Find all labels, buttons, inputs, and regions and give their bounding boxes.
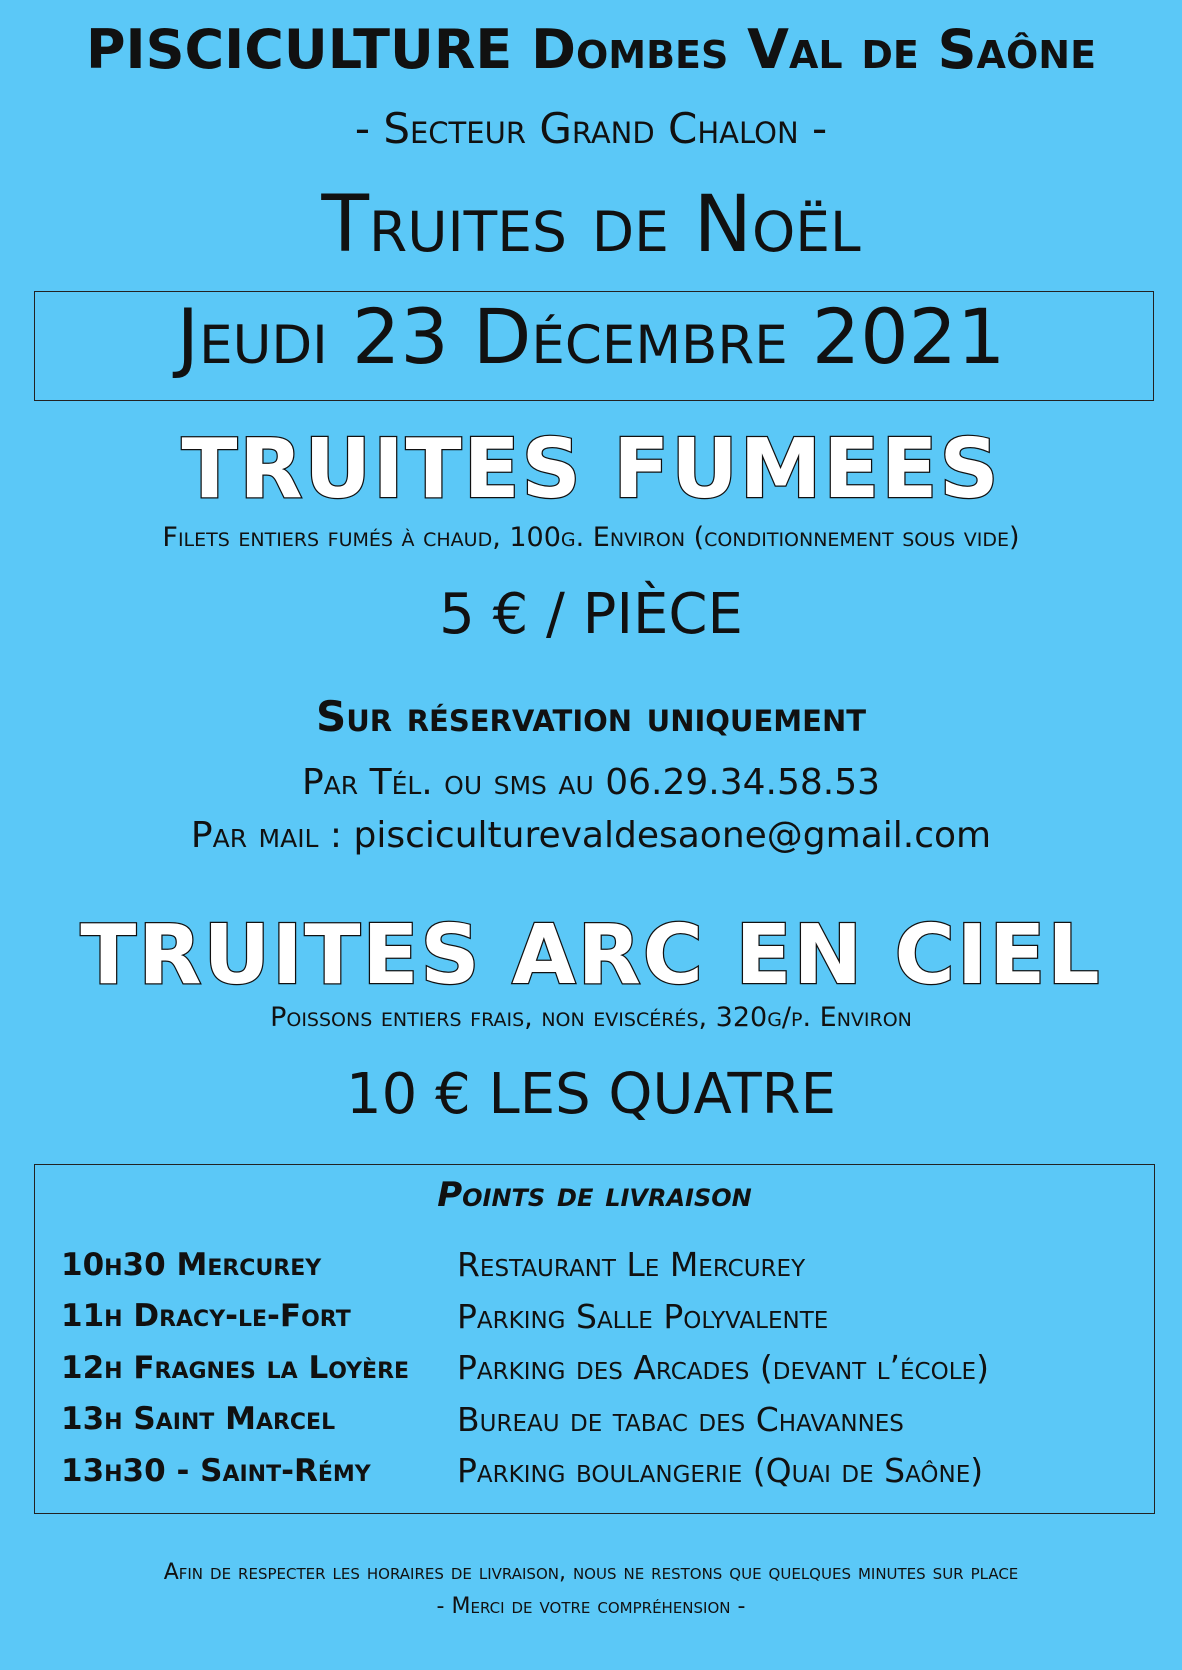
reservation-title: Sur réservation uniquement bbox=[315, 692, 867, 741]
phone-label: Par Tél. ou sms au bbox=[301, 762, 606, 803]
delivery-place: Parking Salle Polyvalente bbox=[457, 1296, 829, 1336]
delivery-place: Restaurant Le Mercurey bbox=[457, 1245, 806, 1285]
phone-number: 06.29.34.58.53 bbox=[605, 762, 881, 803]
footer-thanks: - Merci de votre compréhension - bbox=[436, 1594, 746, 1619]
rainbow-trout-title: TRUITES ARC EN CIEL bbox=[80, 908, 1102, 1003]
rainbow-trout-price: 10 € LES QUATRE bbox=[346, 1062, 836, 1127]
delivery-time: 12h Fragnes la Loyère bbox=[61, 1349, 410, 1386]
mail-label: Par mail : bbox=[190, 815, 354, 856]
smoked-trout-price: 5 € / PIÈCE bbox=[439, 582, 743, 647]
delivery-points-box bbox=[34, 1164, 1155, 1514]
event-title: Truites de Noël bbox=[321, 180, 861, 270]
delivery-place: Bureau de tabac des Chavannes bbox=[457, 1399, 904, 1439]
delivery-time: 13h Saint Marcel bbox=[61, 1401, 336, 1438]
delivery-time: 13h30 - Saint-Rémy bbox=[61, 1452, 371, 1489]
delivery-row bbox=[61, 1445, 1131, 1497]
delivery-place: Parking des Arcades (devant l’école) bbox=[457, 1348, 989, 1388]
poster-title: PISCICULTURE Dombes Val de Saône bbox=[85, 18, 1097, 81]
rainbow-trout-description: Poissons entiers frais, non eviscérés, 320g/p. Environ bbox=[270, 1002, 912, 1033]
delivery-time: 10h30 Mercurey bbox=[61, 1246, 322, 1283]
delivery-time: 11h Dracy-le-Fort bbox=[61, 1298, 351, 1335]
delivery-row bbox=[61, 1291, 1131, 1343]
smoked-trout-title: TRUITES FUMEES bbox=[181, 422, 1001, 517]
delivery-place: Parking boulangerie (Quai de Saône) bbox=[457, 1451, 984, 1491]
delivery-row bbox=[61, 1342, 1131, 1394]
delivery-heading: Points de livraison bbox=[437, 1175, 752, 1215]
sector-subtitle: - Secteur Grand Chalon - bbox=[354, 104, 828, 153]
footer-note: Afin de respecter les horaires de livraison, nous ne restons que quelques minutes sur place bbox=[163, 1560, 1019, 1585]
event-date: Jeudi 23 Décembre 2021 bbox=[176, 292, 1006, 381]
delivery-list bbox=[61, 1239, 1131, 1497]
email-address: pisciculturevaldesaone@gmail.com bbox=[353, 815, 992, 856]
smoked-trout-description: Filets entiers fumés à chaud, 100g. Environ (conditionnement sous vide) bbox=[162, 522, 1020, 553]
mail-line bbox=[0, 815, 1182, 856]
phone-line bbox=[0, 762, 1182, 803]
delivery-row bbox=[61, 1394, 1131, 1446]
delivery-row bbox=[61, 1239, 1131, 1291]
